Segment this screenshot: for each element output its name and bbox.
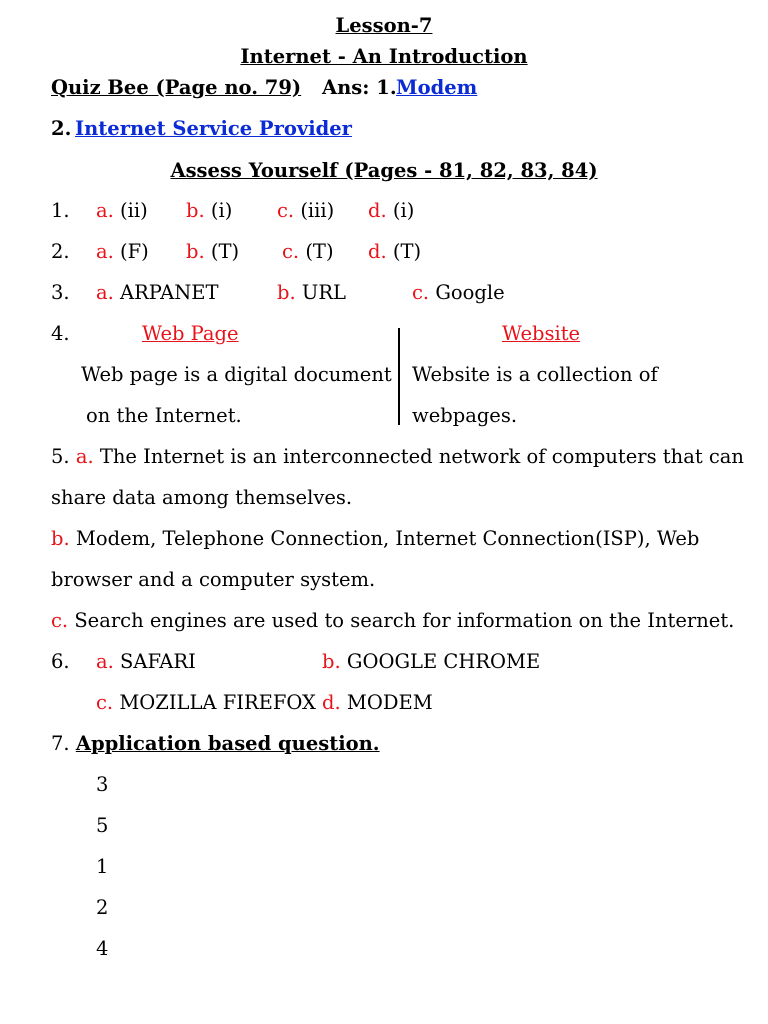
q1-item-d: d. (i) [368, 199, 415, 222]
q5-b-line-2: browser and a computer system. [51, 568, 376, 591]
q5-a-line-2: share data among themselves. [51, 486, 353, 509]
quiz-ans-prefix: Ans: 1. [322, 76, 397, 99]
q6-item-c: c. MOZILLA FIREFOX [96, 691, 316, 714]
q1-number: 1. [51, 199, 70, 222]
q1-item-c: c. (iii) [277, 199, 335, 222]
q6-number: 6. [51, 650, 70, 673]
q4-left-line-1: Web page is a digital document [81, 363, 392, 386]
q7-order-5: 4 [96, 937, 109, 960]
q4-right-line-2: webpages. [412, 404, 518, 427]
q6-item-a: a. SAFARI [96, 650, 196, 673]
q3-item-c: c. Google [412, 281, 505, 304]
q3-item-a: a. ARPANET [96, 281, 219, 304]
q3-number: 3. [51, 281, 70, 304]
q7-order-3: 1 [96, 855, 109, 878]
q5-a-line-1: 5. a. The Internet is an interconnected network of computers that can [51, 445, 744, 468]
q2-number: 2. [51, 240, 70, 263]
q6-item-d: d. MODEM [322, 691, 433, 714]
quiz-q2-number: 2. [51, 117, 72, 140]
lesson-title: Internet - An Introduction [240, 45, 528, 68]
quiz-answer-1: Modem [396, 76, 478, 99]
q4-left-line-2: on the Internet. [86, 404, 242, 427]
q7-order-4: 2 [96, 896, 109, 919]
q3-item-b: b. URL [277, 281, 346, 304]
q4-right-line-1: Website is a collection of [412, 363, 658, 386]
q2-item-c: c. (T) [282, 240, 334, 263]
quiz-answer-2: Internet Service Provider [75, 117, 352, 140]
q6-item-b: b. GOOGLE CHROME [322, 650, 541, 673]
q7-heading: 7. Application based question. [51, 732, 380, 755]
quiz-bee-label: Quiz Bee (Page no. 79) [51, 76, 302, 99]
q2-item-b: b. (T) [186, 240, 240, 263]
lesson-number: Lesson-7 [335, 14, 433, 37]
q2-item-a: a. (F) [96, 240, 149, 263]
q1-item-b: b. (i) [186, 199, 233, 222]
q4-left-heading: Web Page [142, 322, 239, 345]
q4-divider [398, 328, 400, 425]
q4-right-heading: Website [502, 322, 581, 345]
q7-order-2: 5 [96, 814, 109, 837]
assess-title: Assess Yourself (Pages - 81, 82, 83, 84) [170, 159, 598, 182]
q4-number: 4. [51, 322, 70, 345]
q1-item-a: a. (ii) [96, 199, 148, 222]
q5-b-line-1: b. Modem, Telephone Connection, Internet Connection(ISP), Web [51, 527, 700, 550]
q2-item-d: d. (T) [368, 240, 422, 263]
q7-order-1: 3 [96, 773, 109, 796]
q5-c-line-1: c. Search engines are used to search for information on the Internet. [51, 609, 735, 632]
